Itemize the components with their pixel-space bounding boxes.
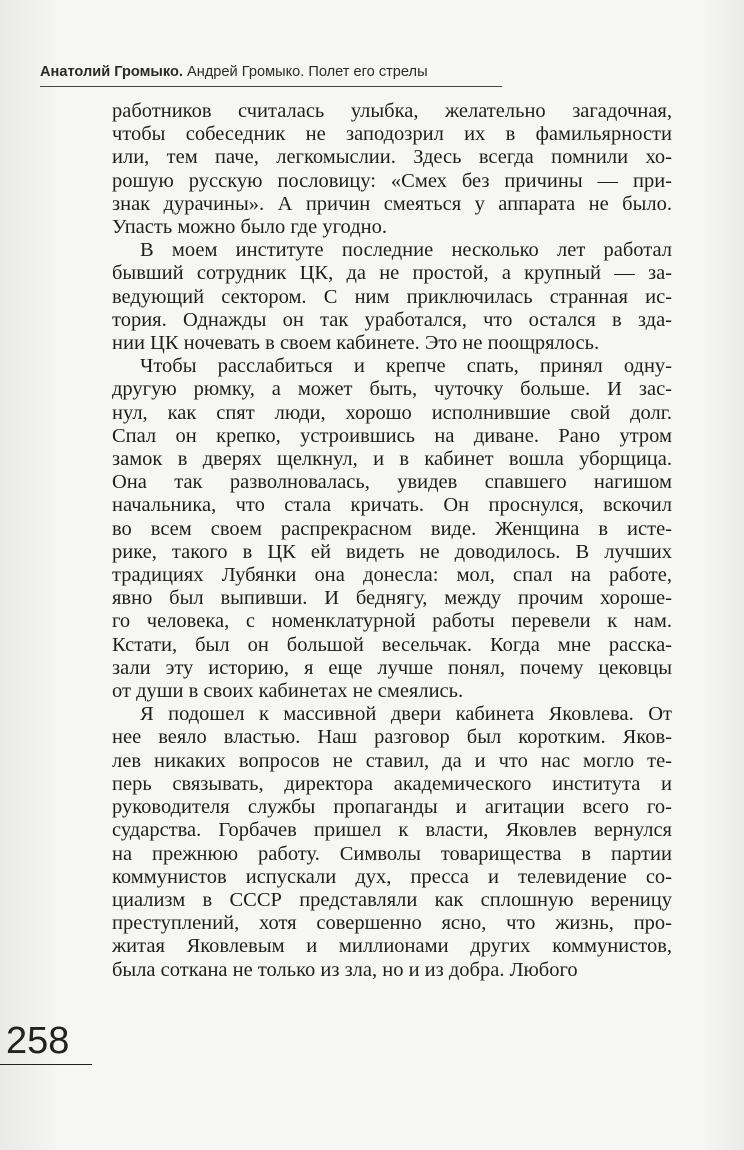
text-line: Спал он крепко, устроившись на диване. Рано утром [112, 424, 672, 447]
paragraph [112, 239, 672, 355]
text-line: перь связывать, директора академического института и [112, 772, 672, 795]
text-line: Кстати, был он большой весельчак. Когда мне расска- [112, 633, 672, 656]
text-line: руководителя службы пропаганды и агитации всего го- [112, 796, 672, 819]
text-line: работников считалась улыбка, желательно загадочная, [112, 100, 672, 122]
text-line: тория. Однажды он так уработался, что остался в зда- [112, 308, 672, 331]
paragraph [112, 100, 672, 239]
text-line: Чтобы расслабиться и крепче спать, принял одну- [140, 355, 672, 378]
text-line: рике, такого в ЦК ей видеть не доводилось. В лучших [112, 540, 672, 563]
text-line: или, тем паче, легкомыслии. Здесь всегда помнили хо- [112, 146, 672, 169]
text-line: другую рюмку, а может быть, чуточку больше. И зас- [112, 378, 672, 401]
text-line: нии ЦК ночевать в своем кабинете. Это не поощрялось. [112, 332, 600, 355]
header-author: Анатолий Громыко. [40, 64, 183, 80]
text-line: коммунистов испускали дух, пресса и телевидение со- [112, 865, 672, 888]
text-line: нул, как спят люди, хорошо исполнившие свой долг. [112, 401, 672, 424]
page-number-rule [0, 1064, 92, 1065]
page-number: 258 [6, 1020, 70, 1062]
text-line: нее веяло властью. Наш разговор был коротким. Яков- [112, 726, 672, 749]
text-line: Я подошел к массивной двери кабинета Яковлева. От [140, 703, 672, 726]
paragraph [112, 703, 672, 981]
text-line: явно был выпивши. И беднягу, между прочим хороше- [112, 587, 672, 610]
text-line: В моем институте последние несколько лет работал [140, 239, 672, 262]
text-line: Она так разволновалась, увидев спавшего нагишом [112, 471, 672, 494]
text-line: была соткана не только из зла, но и из добра. Любого [112, 958, 578, 981]
text-line: сударства. Горбачев пришел к власти, Яковлев вернулся [112, 819, 672, 842]
running-header [40, 64, 500, 80]
text-line: начальника, что стала кричать. Он проснулся, вскочил [112, 494, 672, 517]
header-rule [40, 86, 502, 87]
text-line: преступлений, хотя совершенно ясно, что жизнь, про- [112, 912, 672, 935]
text-line: от души в своих кабинетах не смеялись. [112, 680, 464, 703]
text-line: традициях Лубянки она донесла: мол, спал на работе, [112, 564, 672, 587]
text-line: лев никаких вопросов не ставил, да и что нас могло те- [112, 749, 672, 772]
text-line: на прежнюю работу. Символы товарищества в партии [112, 842, 672, 865]
text-line: рошую русскую пословицу: «Смех без причины — при- [112, 169, 672, 192]
text-line: во всем своем распрекрасном виде. Женщина в исте- [112, 517, 672, 540]
paragraph [112, 355, 672, 703]
header-title: Андрей Громыко. Полет его стрелы [187, 64, 428, 80]
text-line: Упасть можно было где угодно. [112, 216, 387, 239]
text-line: чтобы собеседник не заподозрил их в фамильярности [112, 123, 672, 146]
text-line: житая Яковлевым и миллионами других коммунистов, [112, 935, 672, 958]
text-line: циализм в СССР представляли как сплошную вереницу [112, 888, 672, 911]
text-line: бывший сотрудник ЦК, да не простой, а крупный — за- [112, 262, 672, 285]
text-line: знак дурачины». А причин смеяться у аппарата не было. [112, 192, 672, 215]
text-line: го человека, с номенклатурной работы перевели к нам. [112, 610, 672, 633]
text-line: зали эту историю, я еще лучше понял, почему цековцы [112, 656, 672, 679]
text-line: ведующий сектором. С ним приключилась странная ис- [112, 285, 672, 308]
body-text [112, 100, 672, 982]
text-line: замок в дверях щелкнул, и в кабинет вошла уборщица. [112, 448, 672, 471]
